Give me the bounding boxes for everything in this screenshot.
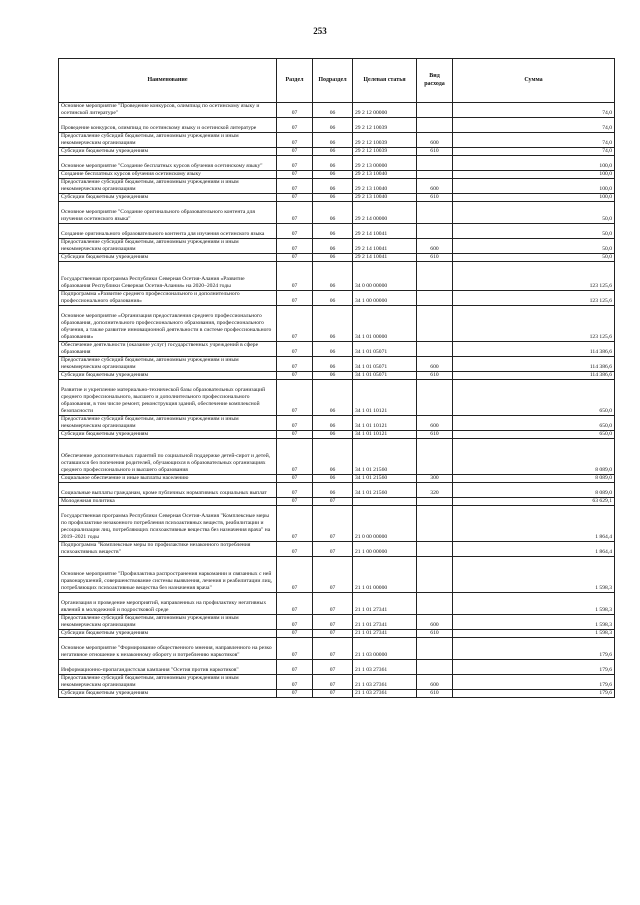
table-row xyxy=(59,179,615,194)
cell-expense-type: 600 xyxy=(417,357,453,372)
cell-target-article: 29 2 12 10039 xyxy=(353,133,417,148)
cell-target-article: 34 1 01 10121 xyxy=(353,380,417,416)
table-row xyxy=(59,372,615,380)
cell-amount: 1 598,3 xyxy=(453,557,615,593)
cell-amount: 650,0 xyxy=(453,380,615,416)
cell-target-article: 34 1 01 21560 xyxy=(353,475,417,483)
cell-section: 07 xyxy=(277,133,313,148)
cell-section: 07 xyxy=(277,148,313,156)
table-row xyxy=(59,506,615,542)
table-row xyxy=(59,475,615,483)
cell-section: 07 xyxy=(277,291,313,306)
cell-subsection: 07 xyxy=(313,542,353,557)
cell-expense-type xyxy=(417,342,453,357)
cell-amount: 1 598,3 xyxy=(453,630,615,638)
cell-amount: 1 864,4 xyxy=(453,542,615,557)
table-row xyxy=(59,342,615,357)
cell-expense-type xyxy=(417,156,453,171)
cell-target-article: 34 1 01 05071 xyxy=(353,357,417,372)
cell-subsection: 07 xyxy=(313,557,353,593)
cell-target-article: 29 2 14 10041 xyxy=(353,239,417,254)
cell-target-article: 29 2 12 00000 xyxy=(353,103,417,118)
cell-section: 07 xyxy=(277,690,313,698)
table-row xyxy=(59,224,615,239)
cell-amount: 100,0 xyxy=(453,179,615,194)
cell-expense-type xyxy=(417,291,453,306)
table-row xyxy=(59,103,615,118)
cell-amount: 1 864,4 xyxy=(453,506,615,542)
cell-subsection: 07 xyxy=(313,660,353,675)
header-name: Наименование xyxy=(59,59,277,103)
cell-expense-type xyxy=(417,498,453,506)
cell-name: Предоставление субсидий бюджетным, автономным учреждениям и иным некоммерческим организациям xyxy=(59,357,277,372)
cell-section: 07 xyxy=(277,630,313,638)
cell-subsection: 07 xyxy=(313,615,353,630)
cell-section: 07 xyxy=(277,615,313,630)
cell-subsection: 06 xyxy=(313,439,353,475)
cell-name: Субсидии бюджетным учреждениям xyxy=(59,630,277,638)
cell-section: 07 xyxy=(277,675,313,690)
cell-section: 07 xyxy=(277,156,313,171)
header-subsection: Подраздел xyxy=(313,59,353,103)
cell-subsection: 07 xyxy=(313,675,353,690)
cell-amount: 650,0 xyxy=(453,431,615,439)
cell-expense-type: 610 xyxy=(417,148,453,156)
cell-target-article xyxy=(353,498,417,506)
cell-expense-type: 610 xyxy=(417,690,453,698)
table-row xyxy=(59,439,615,475)
cell-expense-type xyxy=(417,224,453,239)
table-row xyxy=(59,171,615,179)
cell-name: Социальные выплаты гражданам, кроме публичных нормативных социальных выплат xyxy=(59,483,277,498)
table-row xyxy=(59,630,615,638)
cell-name: Подпрограмма «Развитие среднего профессионального и дополнительного профессионального образования» xyxy=(59,291,277,306)
cell-section: 07 xyxy=(277,239,313,254)
cell-expense-type: 610 xyxy=(417,431,453,439)
cell-target-article: 34 1 01 10121 xyxy=(353,431,417,439)
cell-target-article: 21 1 01 27341 xyxy=(353,615,417,630)
cell-section: 07 xyxy=(277,439,313,475)
cell-amount: 123 125,6 xyxy=(453,262,615,291)
cell-name: Предоставление субсидий бюджетным, автономным учреждениям и иным некоммерческим организациям xyxy=(59,133,277,148)
table-row xyxy=(59,416,615,431)
cell-expense-type: 600 xyxy=(417,675,453,690)
cell-amount: 1 598,3 xyxy=(453,615,615,630)
table-row xyxy=(59,557,615,593)
cell-expense-type: 600 xyxy=(417,615,453,630)
cell-section: 07 xyxy=(277,171,313,179)
cell-amount: 179,6 xyxy=(453,690,615,698)
cell-subsection: 06 xyxy=(313,372,353,380)
cell-amount: 650,0 xyxy=(453,416,615,431)
cell-target-article: 34 1 01 10121 xyxy=(353,416,417,431)
cell-name: Основное мероприятие «Организация предоставления среднего профессионального образования, дополнительного профессионального образования, профессионального обучения, а также развитие инновационной деятельности в системе профессионального образования» xyxy=(59,306,277,342)
cell-section: 07 xyxy=(277,357,313,372)
cell-target-article: 21 1 00 00000 xyxy=(353,542,417,557)
cell-expense-type xyxy=(417,660,453,675)
table-header xyxy=(59,59,615,103)
cell-name: Субсидии бюджетным учреждениям xyxy=(59,372,277,380)
cell-section: 07 xyxy=(277,542,313,557)
cell-target-article: 34 1 01 21560 xyxy=(353,483,417,498)
cell-expense-type: 600 xyxy=(417,239,453,254)
table-row xyxy=(59,202,615,224)
cell-amount: 74,0 xyxy=(453,133,615,148)
cell-expense-type xyxy=(417,506,453,542)
cell-name: Основное мероприятие "Профилактика распространения наркомании и связанных с ней правонарушений, совершенствование системы выявления, лечения и реабилитации лиц, потребляющих психоактивные вещества без назначения врача" xyxy=(59,557,277,593)
cell-name: Предоставление субсидий бюджетным, автономным учреждениям и иным некоммерческим организациям xyxy=(59,675,277,690)
cell-expense-type xyxy=(417,103,453,118)
cell-name: Создание оригинального образовательного контента для изучения осетинского языка xyxy=(59,224,277,239)
page-number: 253 xyxy=(313,26,327,36)
cell-section: 07 xyxy=(277,118,313,133)
cell-target-article: 29 2 13 10040 xyxy=(353,171,417,179)
cell-name: Предоставление субсидий бюджетным, автономным учреждениям и иным некоммерческим организациям xyxy=(59,416,277,431)
cell-section: 07 xyxy=(277,372,313,380)
cell-section: 07 xyxy=(277,103,313,118)
cell-amount: 179,6 xyxy=(453,675,615,690)
cell-subsection: 07 xyxy=(313,506,353,542)
cell-amount: 114 386,6 xyxy=(453,342,615,357)
table-row xyxy=(59,498,615,506)
cell-name: Организация и проведение мероприятий, направленных на профилактику негативных явлений в молодежной и подростковой среде xyxy=(59,593,277,615)
cell-target-article: 21 1 01 27341 xyxy=(353,593,417,615)
cell-subsection: 06 xyxy=(313,254,353,262)
cell-name: Предоставление субсидий бюджетным, автономным учреждениям и иным некоммерческим организациям xyxy=(59,239,277,254)
cell-target-article: 29 2 13 10040 xyxy=(353,179,417,194)
cell-name: Развитие и укрепление материально-технической базы образовательных организаций среднего профессионального, высшего и дополнительного профессионального образования, в том числе ремонт, реконструкция зданий, обеспечение комплексной безопасности xyxy=(59,380,277,416)
cell-subsection: 07 xyxy=(313,593,353,615)
cell-expense-type xyxy=(417,118,453,133)
cell-name: Проведение конкурсов, олимпиад по осетинскому языку и осетинской литературе xyxy=(59,118,277,133)
cell-subsection: 06 xyxy=(313,133,353,148)
cell-subsection: 06 xyxy=(313,118,353,133)
cell-target-article: 34 0 00 00000 xyxy=(353,262,417,291)
cell-expense-type: 320 xyxy=(417,483,453,498)
cell-name: Субсидии бюджетным учреждениям xyxy=(59,194,277,202)
cell-section: 07 xyxy=(277,416,313,431)
cell-target-article: 29 2 14 00000 xyxy=(353,202,417,224)
cell-subsection: 07 xyxy=(313,638,353,660)
table-row xyxy=(59,262,615,291)
cell-subsection: 06 xyxy=(313,357,353,372)
cell-amount: 123 125,6 xyxy=(453,291,615,306)
cell-target-article: 34 1 01 00000 xyxy=(353,306,417,342)
cell-amount: 179,6 xyxy=(453,638,615,660)
cell-subsection: 07 xyxy=(313,498,353,506)
cell-target-article: 21 1 03 27361 xyxy=(353,675,417,690)
cell-subsection: 06 xyxy=(313,194,353,202)
table-row xyxy=(59,148,615,156)
cell-name: Информационно-пропагандистская кампания "Осетия против наркотиков" xyxy=(59,660,277,675)
cell-amount: 8 089,0 xyxy=(453,483,615,498)
cell-section: 07 xyxy=(277,179,313,194)
table-row xyxy=(59,431,615,439)
table-row xyxy=(59,690,615,698)
cell-name: Субсидии бюджетным учреждениям xyxy=(59,431,277,439)
cell-expense-type xyxy=(417,202,453,224)
cell-name: Социальное обеспечение и иные выплаты населению xyxy=(59,475,277,483)
cell-target-article: 34 1 01 05071 xyxy=(353,372,417,380)
cell-subsection: 06 xyxy=(313,156,353,171)
cell-name: Основное мероприятие "Создание оригинального образовательного контента для изучения осетинского языка" xyxy=(59,202,277,224)
cell-subsection: 06 xyxy=(313,148,353,156)
table-row xyxy=(59,306,615,342)
cell-target-article: 21 0 00 00000 xyxy=(353,506,417,542)
cell-expense-type xyxy=(417,638,453,660)
cell-name: Основное мероприятие "Формирование общественного мнения, направленного на резко негативное отношение к незаконному обороту и потреблению наркотиков" xyxy=(59,638,277,660)
cell-name: Основное мероприятие "Проведение конкурсов, олимпиад по осетинскому языку и осетинской литературе" xyxy=(59,103,277,118)
cell-subsection: 06 xyxy=(313,179,353,194)
table-row xyxy=(59,291,615,306)
table-row xyxy=(59,593,615,615)
cell-section: 07 xyxy=(277,306,313,342)
cell-name: Государственная программа Республики Северная Осетия-Алания «Развитие образования Республики Северная Осетия-Алания» на 2020–2024 годы xyxy=(59,262,277,291)
cell-target-article: 34 1 00 00000 xyxy=(353,291,417,306)
cell-subsection: 06 xyxy=(313,483,353,498)
cell-subsection: 06 xyxy=(313,380,353,416)
header-amount: Сумма xyxy=(453,59,615,103)
cell-subsection: 06 xyxy=(313,103,353,118)
cell-subsection: 06 xyxy=(313,239,353,254)
cell-amount: 50,0 xyxy=(453,224,615,239)
cell-expense-type xyxy=(417,171,453,179)
table-row xyxy=(59,380,615,416)
cell-amount: 114 386,6 xyxy=(453,357,615,372)
cell-expense-type xyxy=(417,262,453,291)
table-row xyxy=(59,133,615,148)
cell-subsection: 07 xyxy=(313,690,353,698)
cell-expense-type: 610 xyxy=(417,630,453,638)
table-row xyxy=(59,542,615,557)
cell-expense-type xyxy=(417,380,453,416)
cell-section: 07 xyxy=(277,475,313,483)
header-expense-type: Вид расхода xyxy=(417,59,453,103)
cell-amount: 8 089,0 xyxy=(453,475,615,483)
cell-target-article: 29 2 12 10039 xyxy=(353,148,417,156)
cell-section: 07 xyxy=(277,557,313,593)
cell-target-article: 29 2 13 10040 xyxy=(353,194,417,202)
cell-expense-type xyxy=(417,593,453,615)
cell-target-article: 29 2 14 10041 xyxy=(353,254,417,262)
budget-table xyxy=(58,58,615,698)
cell-section: 07 xyxy=(277,431,313,439)
cell-section: 07 xyxy=(277,224,313,239)
cell-section: 07 xyxy=(277,638,313,660)
cell-section: 07 xyxy=(277,506,313,542)
cell-expense-type xyxy=(417,306,453,342)
cell-target-article: 21 1 03 27361 xyxy=(353,690,417,698)
table-row xyxy=(59,638,615,660)
cell-name: Обеспечение деятельности (оказание услуг) государственных учреждений в сфере образования xyxy=(59,342,277,357)
table-row xyxy=(59,483,615,498)
cell-amount: 74,0 xyxy=(453,148,615,156)
table-row xyxy=(59,675,615,690)
cell-target-article: 21 1 01 27341 xyxy=(353,630,417,638)
cell-section: 07 xyxy=(277,254,313,262)
cell-amount: 179,6 xyxy=(453,660,615,675)
cell-expense-type: 610 xyxy=(417,372,453,380)
header-section: Раздел xyxy=(277,59,313,103)
table-row xyxy=(59,194,615,202)
cell-section: 07 xyxy=(277,262,313,291)
cell-subsection: 06 xyxy=(313,202,353,224)
cell-subsection: 06 xyxy=(313,416,353,431)
cell-subsection: 06 xyxy=(313,291,353,306)
cell-amount: 114 386,6 xyxy=(453,372,615,380)
cell-target-article: 29 2 13 00000 xyxy=(353,156,417,171)
cell-expense-type: 610 xyxy=(417,254,453,262)
cell-amount: 74,0 xyxy=(453,118,615,133)
cell-amount: 100,0 xyxy=(453,194,615,202)
table-row xyxy=(59,254,615,262)
table-row xyxy=(59,357,615,372)
cell-expense-type: 610 xyxy=(417,194,453,202)
cell-subsection: 06 xyxy=(313,342,353,357)
cell-name: Субсидии бюджетным учреждениям xyxy=(59,254,277,262)
table-row xyxy=(59,660,615,675)
cell-name: Молодежная политика xyxy=(59,498,277,506)
cell-amount: 123 125,6 xyxy=(453,306,615,342)
table-row xyxy=(59,156,615,171)
cell-expense-type xyxy=(417,557,453,593)
cell-target-article: 21 1 03 27361 xyxy=(353,660,417,675)
cell-amount: 100,0 xyxy=(453,156,615,171)
header-target-article: Целевая статья xyxy=(353,59,417,103)
cell-expense-type: 300 xyxy=(417,475,453,483)
cell-subsection: 07 xyxy=(313,630,353,638)
table-row xyxy=(59,239,615,254)
cell-amount: 50,0 xyxy=(453,239,615,254)
cell-amount: 63 629,1 xyxy=(453,498,615,506)
cell-name: Подпрограмма "Комплексные меры по профилактике незаконного потребления психоактивных веществ" xyxy=(59,542,277,557)
cell-amount: 50,0 xyxy=(453,202,615,224)
cell-section: 07 xyxy=(277,660,313,675)
cell-expense-type xyxy=(417,439,453,475)
cell-expense-type: 600 xyxy=(417,133,453,148)
cell-name: Обеспечение дополнительных гарантий по социальной поддержке детей-сирот и детей, оставшихся без попечения родителей, обучающихся в образовательных организациях среднего профессионального и высшего образования xyxy=(59,439,277,475)
cell-amount: 1 598,3 xyxy=(453,593,615,615)
cell-expense-type xyxy=(417,542,453,557)
cell-name: Государственная программа Республики Северная Осетия-Алания "Комплексные меры по профилактике незаконного потребления психоактивных веществ, реабилитации и ресоциализации лиц, потребляющих психоактивные вещества без назначения врача" на 2019–2021 годы xyxy=(59,506,277,542)
cell-target-article: 21 1 03 00000 xyxy=(353,638,417,660)
table-body xyxy=(59,103,615,698)
cell-section: 07 xyxy=(277,380,313,416)
cell-target-article: 34 1 01 05071 xyxy=(353,342,417,357)
cell-amount: 74,0 xyxy=(453,103,615,118)
cell-amount: 8 089,0 xyxy=(453,439,615,475)
cell-section: 07 xyxy=(277,593,313,615)
cell-section: 07 xyxy=(277,342,313,357)
cell-amount: 100,0 xyxy=(453,171,615,179)
cell-expense-type: 600 xyxy=(417,179,453,194)
cell-amount: 50,0 xyxy=(453,254,615,262)
cell-section: 07 xyxy=(277,202,313,224)
cell-name: Создание бесплатных курсов обучения осетинскому языку xyxy=(59,171,277,179)
cell-section: 07 xyxy=(277,483,313,498)
cell-name: Предоставление субсидий бюджетным, автономным учреждениям и иным некоммерческим организациям xyxy=(59,179,277,194)
cell-target-article: 34 1 01 21560 xyxy=(353,439,417,475)
cell-target-article: 21 1 01 00000 xyxy=(353,557,417,593)
cell-name: Субсидии бюджетным учреждениям xyxy=(59,148,277,156)
cell-section: 07 xyxy=(277,194,313,202)
cell-expense-type: 600 xyxy=(417,416,453,431)
cell-section: 07 xyxy=(277,498,313,506)
cell-subsection: 06 xyxy=(313,431,353,439)
cell-subsection: 06 xyxy=(313,171,353,179)
cell-name: Основное мероприятие "Создание бесплатных курсов обучения осетинскому языку" xyxy=(59,156,277,171)
cell-subsection: 06 xyxy=(313,262,353,291)
table-row xyxy=(59,615,615,630)
cell-subsection: 06 xyxy=(313,475,353,483)
table-row xyxy=(59,118,615,133)
cell-subsection: 06 xyxy=(313,306,353,342)
cell-name: Предоставление субсидий бюджетным, автономным учреждениям и иным некоммерческим организациям xyxy=(59,615,277,630)
cell-name: Субсидии бюджетным учреждениям xyxy=(59,690,277,698)
cell-target-article: 29 2 12 10039 xyxy=(353,118,417,133)
cell-target-article: 29 2 14 10041 xyxy=(353,224,417,239)
cell-subsection: 06 xyxy=(313,224,353,239)
